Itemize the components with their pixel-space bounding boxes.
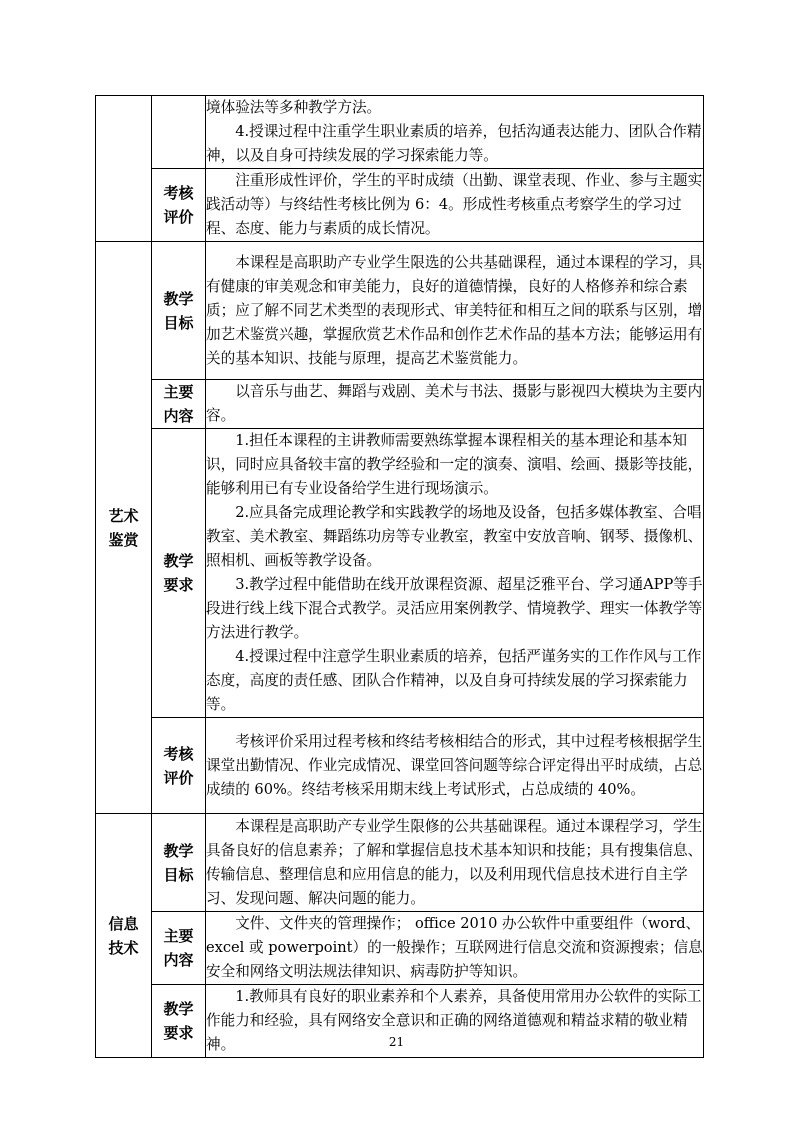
paragraph: 考核评价采用过程考核和终结考核相结合的形式，其中过程考核根据学生课堂出勤情况、作业完成情况、课堂回答问题等综合评定得出平时成绩，占总成绩的 60%。终结考核采用期末线上考试形式，占总成绩的 40%。 <box>206 732 703 798</box>
paragraph: 4.授课过程中注重学生职业素质的培养，包括沟通表达能力、团队合作精神，以及自身可持续发展的学习探索能力等。 <box>206 123 702 164</box>
course-name-cell <box>96 96 152 242</box>
content-cell <box>206 96 704 169</box>
category-requirements: 教学 要求 <box>152 429 206 718</box>
content-cell <box>206 718 704 814</box>
content-cell <box>206 429 704 718</box>
category-assess: 考核 评价 <box>152 169 206 242</box>
paragraph: 1.教师具有良好的职业素养和个人素养，具备使用常用办公软件的实际工作能力和经验，具有网络安全意识和正确的网络道德观和精益求精的敬业精神。 <box>206 988 702 1053</box>
course-table <box>95 95 704 1058</box>
table-row <box>96 380 704 429</box>
category-main-content: 主要 内容 <box>152 380 206 429</box>
content-cell <box>206 169 704 242</box>
course-name-art: 艺术 鉴赏 <box>96 242 152 814</box>
paragraph: 注重形成性评价，学生的平时成绩（出勤、课堂表现、作业、参与主题实践活动等）与终结性考核比例为 6：4。形成性考核重点考察学生的学习过程、态度、能力与素质的成长情况。 <box>206 172 703 237</box>
paragraph: 1.担任本课程的主讲教师需要熟练掌握本课程相关的基本理论和基本知识，同时应具备较丰富的教学经验和一定的演奏、演唱、绘画、摄影等技能，能够利用已有专业设备给学生进行现场演示。 <box>206 432 703 497</box>
category-goals: 教学 目标 <box>152 814 206 912</box>
category-cell <box>152 96 206 169</box>
category-goals: 教学 目标 <box>152 242 206 380</box>
table-row <box>96 814 704 912</box>
course-name-it: 信息 技术 <box>96 814 152 1058</box>
paragraph: 2.应具备完成理论教学和实践教学的场地及设备，包括多媒体教室、合唱教室、美术教室、舞蹈练功房等专业教室，教室中安放音响、钢琴、摄像机、照相机、画板等教学设备。 <box>206 504 703 569</box>
table-row <box>96 912 704 985</box>
paragraph: 本课程是高职助产专业学生限选的公共基础课程，通过本课程的学习，具有健康的审美观念和审美能力，良好的道德情操，良好的人格修养和综合素质；应了解不同艺术类型的表现形式、审美特征和相互之间的联系与区别，增加艺术鉴赏兴趣，掌握欣赏艺术作品和创作艺术作品的基本方法；能够运用有关的基本知识、技能与原理，提高艺术鉴赏能力。 <box>206 253 703 367</box>
paragraph: 文件、文件夹的管理操作； office 2010 办公软件中重要组件（word、excel 或 powerpoint）的一般操作；互联网进行信息交流和资源搜索；信息安全和网络文明法规法律知识、病毒防护等知识。 <box>206 915 703 980</box>
content-cell <box>206 912 704 985</box>
table-row <box>96 429 704 718</box>
category-main-content: 主要 内容 <box>152 912 206 985</box>
paragraph: 4.授课过程中注意学生职业素质的培养，包括严谨务实的工作作风与工作态度，高度的责任感、团队合作精神，以及自身可持续发展的学习探索能力等。 <box>206 648 702 713</box>
paragraph: 3.教学过程中能借助在线开放课程资源、超星泛雅平台、学习通APP等手段进行线上线下混合式教学。灵活应用案例教学、情境教学、理实一体教学等方法进行教学。 <box>206 576 703 641</box>
table-row <box>96 96 704 169</box>
table-row <box>96 718 704 814</box>
table-row <box>96 169 704 242</box>
content-cell <box>206 242 704 380</box>
paragraph: 以音乐与曲艺、舞蹈与戏剧、美术与书法、摄影与影视四大模块为主要内容。 <box>206 383 703 424</box>
table-row <box>96 242 704 380</box>
page-number: 21 <box>388 1035 405 1049</box>
category-assess: 考核 评价 <box>152 718 206 814</box>
content-cell <box>206 814 704 912</box>
content-cell <box>206 380 704 429</box>
category-requirements: 教学 要求 <box>152 985 206 1058</box>
paragraph: 境体验法等多种教学方法。 <box>206 99 382 116</box>
paragraph: 本课程是高职助产专业学生限修的公共基础课程。通过本课程学习，学生具备良好的信息素养；了解和掌握信息技术基本知识和技能；具有搜集信息、传输信息、整理信息和应用信息的能力，以及利用现代信息技术进行自主学习、发现问题、解决问题的能力。 <box>206 817 703 907</box>
